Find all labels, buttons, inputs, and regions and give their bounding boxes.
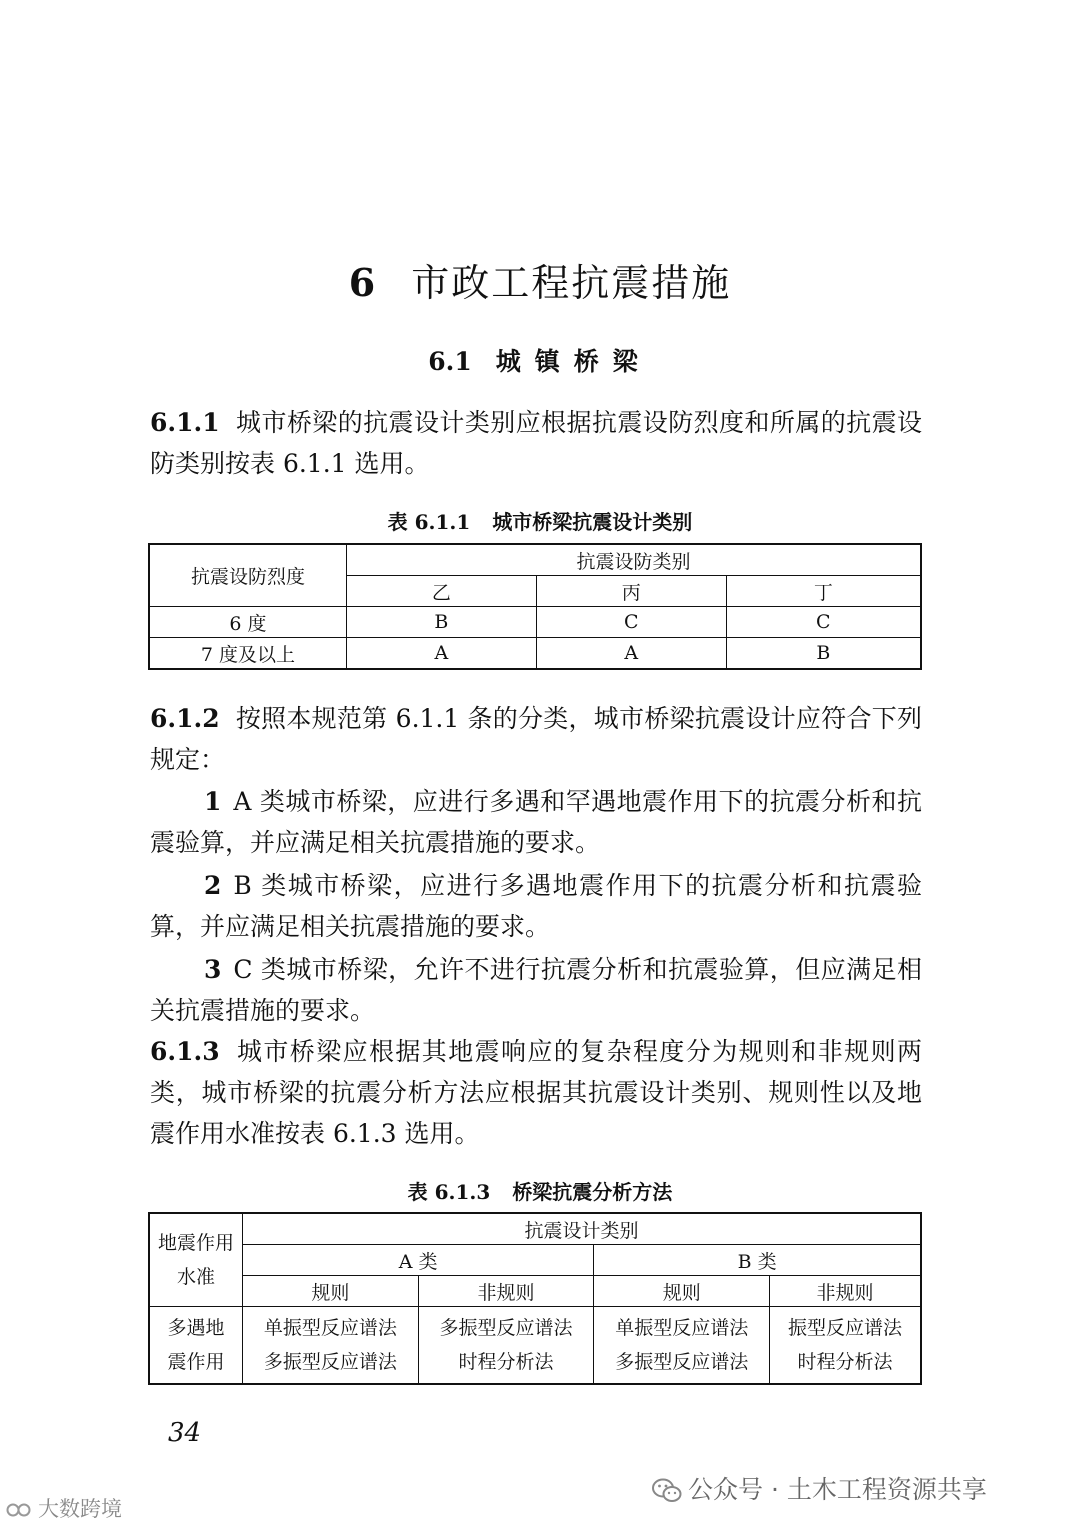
watermark-left-text: 大数跨境 bbox=[38, 1497, 122, 1521]
clause-number: 6.1.3 bbox=[150, 1037, 220, 1066]
group-header: 抗震设计类别 bbox=[243, 1213, 922, 1245]
clause-6-1-2 bbox=[150, 698, 922, 780]
clause-6-1-3 bbox=[150, 1031, 922, 1154]
chapter-number: 6 bbox=[348, 260, 378, 305]
wechat-icon bbox=[652, 1478, 682, 1504]
class-header: B 类 bbox=[594, 1245, 921, 1276]
watermark-right-text: 公众号 · 土木工程资源共享 bbox=[688, 1475, 987, 1504]
subcolumn-header: 规则 bbox=[243, 1276, 419, 1307]
item-text: A 类城市桥梁，应进行多遇和罕遇地震作用下的抗震分析和抗震验算，并应满足相关抗震措施的要求。 bbox=[150, 787, 922, 857]
clause-text: 城市桥梁应根据其地震响应的复杂程度分为规则和非规则两类，城市桥梁的抗震分析方法应根据其抗震设计类别、规则性以及地震作用水准按表 6.1.3 选用。 bbox=[150, 1037, 922, 1148]
item-number: 3 bbox=[204, 955, 222, 984]
row-header: 抗震设防烈度 bbox=[149, 544, 347, 607]
table-cell: B bbox=[726, 638, 921, 670]
column-header: 乙 bbox=[347, 576, 537, 607]
table-6-1-1 bbox=[148, 543, 922, 670]
item-text: C 类城市桥梁，允许不进行抗震分析和抗震验算，但应满足相关抗震措施的要求。 bbox=[150, 955, 922, 1025]
subcolumn-header: 非规则 bbox=[770, 1276, 921, 1307]
subcolumn-header: 规则 bbox=[594, 1276, 770, 1307]
watermark-left bbox=[6, 1493, 122, 1523]
clause-text: 城市桥梁的抗震设计类别应根据抗震设防烈度和所属的抗震设防类别按表 6.1.1 选用。 bbox=[150, 408, 922, 478]
column-header: 丁 bbox=[726, 576, 921, 607]
section-number: 6.1 bbox=[428, 347, 472, 376]
table-cell: A bbox=[347, 638, 537, 670]
class-header: A 类 bbox=[243, 1245, 594, 1276]
table-6-1-3-caption bbox=[0, 1176, 1080, 1205]
list-item bbox=[150, 949, 922, 1031]
caption-text: 城市桥梁抗震设计类别 bbox=[492, 510, 693, 534]
chapter-title bbox=[0, 252, 1080, 307]
table-cell bbox=[770, 1307, 921, 1385]
table-row bbox=[149, 1307, 921, 1385]
row-label: 7 度及以上 bbox=[149, 638, 347, 670]
watermark-right bbox=[652, 1470, 987, 1506]
table-cell bbox=[594, 1307, 770, 1385]
method-line: 时程分析法 bbox=[458, 1351, 554, 1373]
table-cell: B bbox=[347, 607, 537, 638]
table-cell bbox=[243, 1307, 419, 1385]
table-6-1-3 bbox=[148, 1212, 922, 1385]
method-line: 时程分析法 bbox=[797, 1351, 893, 1373]
page-number: 34 bbox=[168, 1418, 202, 1448]
row-header-text: 地震作用水准 bbox=[157, 1232, 234, 1288]
table-cell: C bbox=[726, 607, 921, 638]
chapter-title-text: 市政工程抗震措施 bbox=[411, 261, 732, 305]
clause-number: 6.1.1 bbox=[150, 408, 220, 437]
row-header bbox=[149, 1213, 243, 1307]
table-cell: A bbox=[536, 638, 726, 670]
row-label: 6 度 bbox=[149, 607, 347, 638]
item-number: 2 bbox=[204, 871, 222, 900]
item-number: 1 bbox=[204, 787, 222, 816]
method-line: 单振型反应谱法 bbox=[615, 1317, 749, 1339]
method-line: 多振型反应谱法 bbox=[615, 1351, 749, 1373]
method-line: 单振型反应谱法 bbox=[263, 1317, 397, 1339]
row-label-text: 多遇地震作用 bbox=[167, 1317, 225, 1373]
clause-number: 6.1.2 bbox=[150, 704, 220, 733]
section-title bbox=[0, 342, 1080, 378]
table-row bbox=[149, 607, 921, 638]
caption-text: 桥梁抗震分析方法 bbox=[512, 1180, 673, 1204]
column-header: 丙 bbox=[536, 576, 726, 607]
table-6-1-1-caption bbox=[0, 506, 1080, 535]
row-label bbox=[149, 1307, 243, 1385]
table-cell: C bbox=[536, 607, 726, 638]
section-title-text: 城镇桥梁 bbox=[495, 347, 652, 376]
group-header: 抗震设防类别 bbox=[347, 544, 922, 576]
item-text: B 类城市桥梁，应进行多遇地震作用下的抗震分析和抗震验算，并应满足相关抗震措施的要求。 bbox=[150, 871, 922, 941]
method-line: 多振型反应谱法 bbox=[439, 1317, 573, 1339]
list-item bbox=[150, 865, 922, 947]
table-row bbox=[149, 638, 921, 670]
method-line: 振型反应谱法 bbox=[788, 1317, 903, 1339]
list-item bbox=[150, 781, 922, 863]
clause-6-1-1 bbox=[150, 402, 922, 484]
brand-logo-icon bbox=[6, 1501, 32, 1519]
table-cell bbox=[418, 1307, 594, 1385]
subcolumn-header: 非规则 bbox=[418, 1276, 594, 1307]
caption-number: 表 6.1.1 bbox=[387, 510, 471, 534]
caption-number: 表 6.1.3 bbox=[407, 1180, 491, 1204]
method-line: 多振型反应谱法 bbox=[263, 1351, 397, 1373]
clause-text: 按照本规范第 6.1.1 条的分类，城市桥梁抗震设计应符合下列规定： bbox=[150, 704, 922, 774]
